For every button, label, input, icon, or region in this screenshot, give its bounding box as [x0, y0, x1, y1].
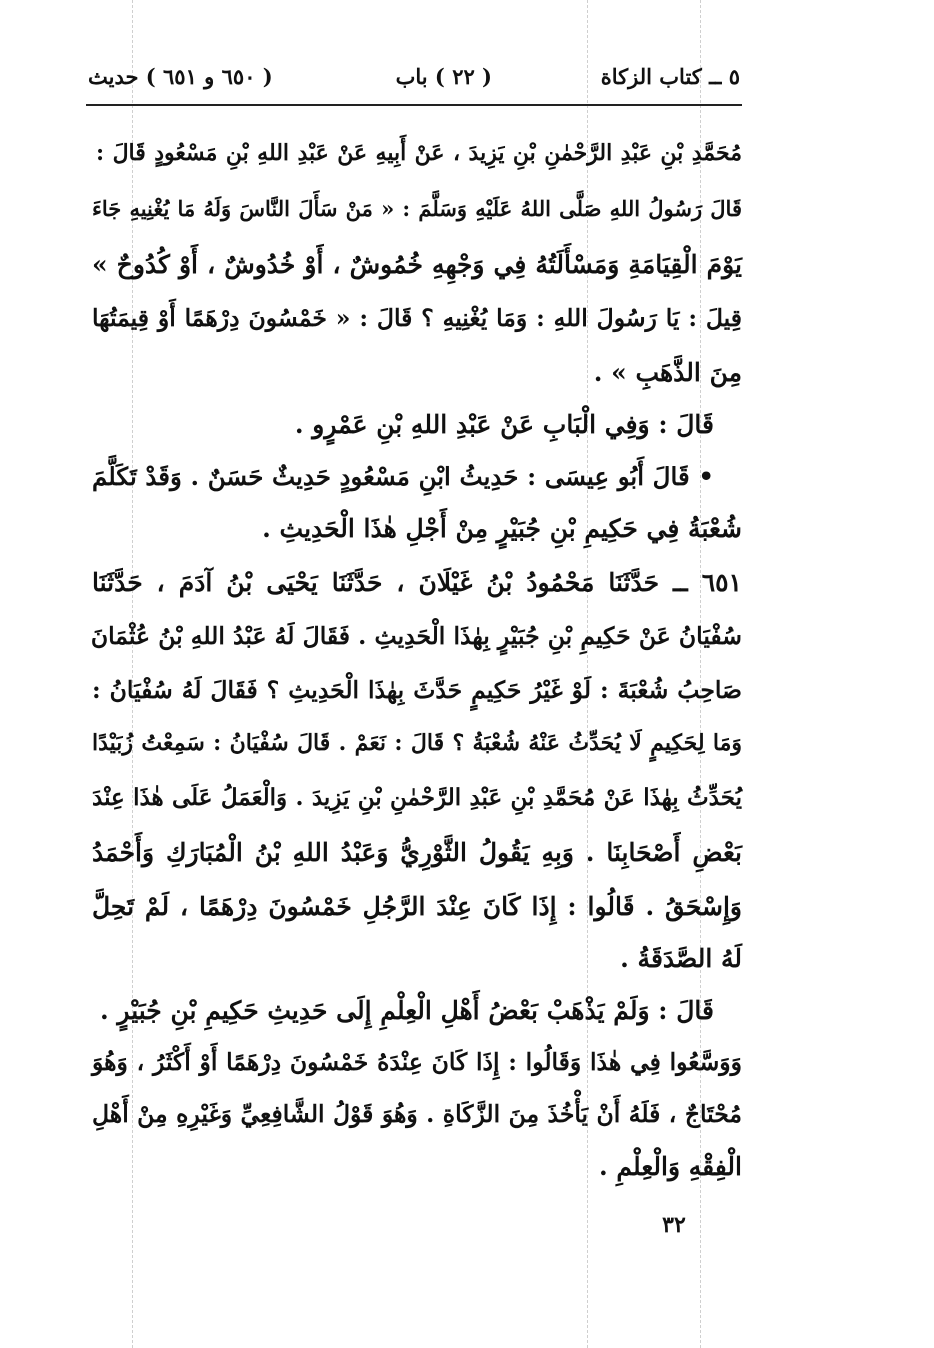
text-line: وَوَسَّعُوا فِي هٰذَا وَقَالُوا : إِذَا كَانَ عِنْدَهُ خَمْسُونَ دِرْهَمًا أَوْ أَكْثَرُ ، وَهُوَ	[92, 1048, 742, 1076]
text-line: الْفِقْهِ وَالْعِلْمِ .	[599, 1152, 742, 1181]
text-line: • قَالَ أَبُو عِيسَى : حَدِيثُ ابْنِ مَسْعُودٍ حَدِيثٌ حَسَنٌ . وَقَدْ تَكَلَّمَ	[92, 462, 714, 491]
text-line: يُحَدِّثُ بِهٰذَا عَنْ مُحَمَّدِ بْنِ عَبْدِ الرَّحْمٰنِ بْنِ يَزِيدَ . وَالْعَمَلُ عَلَى هٰذَا عِنْدَ	[92, 784, 742, 811]
text-line: قَالَ : وَفِي الْبَابِ عَنْ عَبْدِ اللهِ بْنِ عَمْرٍو .	[294, 410, 714, 439]
text-line: يَوْمَ الْقِيَامَةِ وَمَسْأَلَتُهُ فِي وَجْهِهِ خُمُوشٌ ، أَوْ خُدُوشٌ ، أَوْ كُدُوحٌ »	[92, 250, 742, 279]
text-line: قَالَ رَسُولُ اللهِ صَلَّى اللهُ عَلَيْهِ وَسَلَّمَ : « مَنْ سَأَلَ النَّاسَ وَلَهُ مَا يُغْنِيهِ جَاءَ	[92, 196, 742, 221]
text-line: قِيلَ : يَا رَسُولَ اللهِ : وَمَا يُغْنِيهِ ؟ قَالَ : « خَمْسُونَ دِرْهَمًا أَوْ قِيمَتُهَا	[92, 304, 742, 332]
hadith-range: ( ٦٥٠ و ٦٥١ ) حديث	[88, 64, 273, 89]
text-line: وَمَا لِحَكِيمٍ لَا يُحَدِّثُ عَنْهُ شُعْبَةُ ؟ قَالَ : نَعَمْ . قَالَ سُفْيَانُ : سَمِعْتُ زُبَيْدًا	[92, 730, 742, 756]
header-rule	[86, 104, 742, 106]
page-number: ٣٢	[662, 1212, 686, 1238]
running-header	[88, 58, 740, 98]
text-line: سُفْيَانُ عَنْ حَكِيمِ بْنِ جُبَيْرٍ بِهٰذَا الْحَدِيثِ . فَقَالَ لَهُ عَبْدُ اللهِ بْنُ عُثْمَانَ	[90, 622, 742, 650]
text-line: لَهُ الصَّدَقَةُ .	[620, 944, 742, 973]
text-line: مُحْتَاجٌ ، فَلَهُ أَنْ يَأْخُذَ مِنَ الزَّكَاةِ . وَهُوَ قَوْلُ الشَّافِعِيِّ وَغَيْرِهِ مِنْ أَهْلِ	[92, 1100, 742, 1128]
text-line: وَإِسْحَقُ . قَالُوا : إِذَا كَانَ عِنْدَ الرَّجُلِ خَمْسُونَ دِرْهَمًا ، لَمْ تَحِلَّ	[92, 892, 742, 921]
text-line: مِنَ الذَّهَبِ » .	[593, 358, 742, 387]
text-line: قَالَ : وَلَمْ يَذْهَبْ بَعْضُ أَهْلِ الْعِلْمِ إِلَى حَدِيثِ حَكِيمِ بْنِ جُبَيْرٍ .	[100, 996, 714, 1025]
text-line: بَعْضِ أَصْحَابِنَا . وَبِهِ يَقُولُ الثَّوْرِيُّ وَعَبْدُ اللهِ بْنُ الْمُبَارَكِ وَأَحْمَدُ	[92, 838, 742, 867]
bab-number: ( ٢٢ ) باب	[395, 64, 492, 89]
chapter-title: ٥ ــ كتاب الزكاة	[600, 64, 740, 89]
text-line: شُعْبَةُ فِي حَكِيمِ بْنِ جُبَيْرٍ مِنْ أَجْلِ هٰذَا الْحَدِيثِ .	[262, 514, 742, 543]
hadith-651-start: ٦٥١ ــ حَدَّثَنَا مَحْمُودُ بْنُ غَيْلَانَ ، حَدَّثَنَا يَحْيَى بْنُ آدَمَ ، حَدَّثَنَا	[92, 568, 742, 597]
text-line: صَاحِبُ شُعْبَةَ : لَوْ غَيْرُ حَكِيمٍ حَدَّثَ بِهٰذَا الْحَدِيثِ ؟ فَقَالَ لَهُ سُفْيَانُ :	[92, 676, 742, 704]
text-line: مُحَمَّدِ بْنِ عَبْدِ الرَّحْمٰنِ بْنِ يَزِيدَ ، عَنْ أَبِيهِ عَنْ عَبْدِ اللهِ بْنِ مَسْعُودٍ قَالَ :	[96, 140, 742, 166]
